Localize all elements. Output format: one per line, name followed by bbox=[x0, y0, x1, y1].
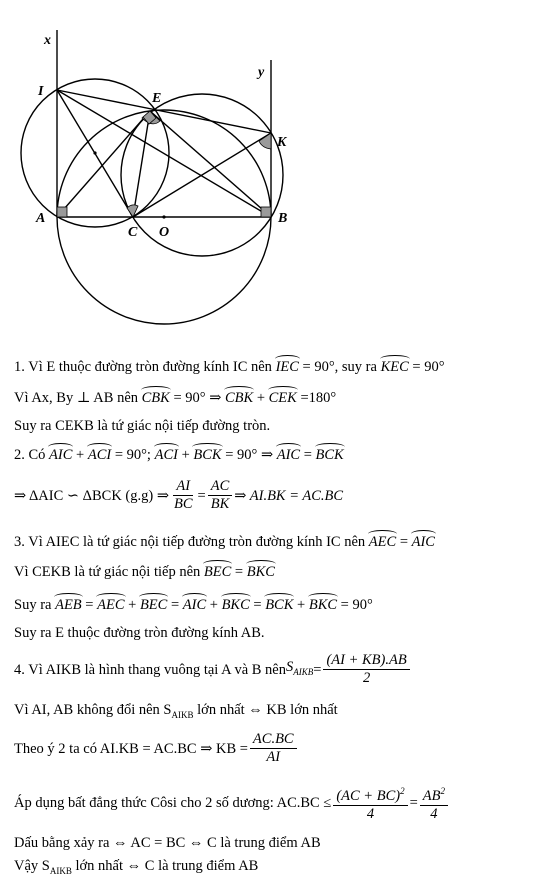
superscript: 2 bbox=[400, 786, 405, 796]
angle: BKC bbox=[221, 597, 250, 613]
text: Vì AI, AB không đổi nên S bbox=[14, 702, 172, 718]
text: = bbox=[231, 564, 247, 580]
numerator: AC.BC bbox=[250, 731, 297, 749]
text: 2. Có bbox=[14, 447, 50, 463]
fraction-area bbox=[323, 652, 409, 687]
right-angle-mark-b bbox=[261, 207, 271, 217]
label-b: B bbox=[278, 211, 288, 226]
s4-line5: Dấu bằng xảy ra ⇔ AC = BC ⇔ C là trung điểm AB bbox=[14, 835, 321, 851]
text: = 90°, suy ra bbox=[298, 359, 381, 375]
angle: BKC bbox=[246, 564, 275, 580]
numerator bbox=[420, 783, 448, 806]
angle-cek: CEK bbox=[268, 390, 297, 406]
angle: ACI bbox=[154, 447, 178, 463]
angle: BCK bbox=[193, 447, 222, 463]
numerator: (AI + KB).AB bbox=[323, 652, 409, 670]
angle: BEC bbox=[203, 564, 232, 580]
text: 3. Vì AIEC là tứ giác nội tiếp đường tròn đường kính IC nên bbox=[14, 534, 369, 550]
area-symbol bbox=[286, 657, 313, 682]
denominator: 4 bbox=[430, 805, 438, 822]
center-point-o bbox=[162, 215, 165, 218]
angle: AIC bbox=[276, 447, 301, 463]
label-o: O bbox=[159, 225, 170, 240]
text: 1. Vì E thuộc đường tròn đường kính IC nên bbox=[14, 359, 276, 375]
text: = bbox=[313, 661, 322, 678]
text: S bbox=[286, 659, 294, 676]
s2-line2 bbox=[14, 478, 343, 513]
geometry-figure bbox=[0, 0, 533, 340]
text: AB bbox=[422, 787, 441, 804]
text: + bbox=[72, 447, 88, 463]
s4-line4 bbox=[14, 783, 450, 823]
text: Suy ra bbox=[14, 597, 56, 613]
angle: BCK bbox=[315, 447, 344, 463]
text: = bbox=[300, 447, 316, 463]
s3-line1 bbox=[14, 532, 435, 552]
subscript: AIKB bbox=[293, 666, 314, 677]
text: ⇒ AI.BK = AC.BC bbox=[234, 487, 344, 504]
angle-iec: IEC bbox=[275, 359, 299, 375]
center-point-ic bbox=[93, 151, 96, 154]
text: + bbox=[293, 597, 309, 613]
label-e: E bbox=[152, 91, 162, 106]
text: Vì CEKB là tứ giác nội tiếp nên bbox=[14, 564, 204, 580]
label-k: K bbox=[277, 135, 287, 150]
angle: AIC bbox=[49, 447, 73, 463]
denominator: BK bbox=[210, 496, 230, 512]
text: = bbox=[167, 597, 183, 613]
subscript: AIKB bbox=[49, 865, 72, 876]
text: = bbox=[409, 794, 418, 811]
s1-line2 bbox=[14, 388, 336, 408]
numerator: AI bbox=[173, 478, 193, 496]
text: + bbox=[124, 597, 140, 613]
s3-line2 bbox=[14, 562, 275, 582]
s1-line3: Suy ra CEKB là tứ giác nội tiếp đường tròn. bbox=[14, 418, 271, 434]
text: + bbox=[253, 390, 269, 406]
angle-cbk: CBK bbox=[141, 390, 170, 406]
text: = bbox=[81, 597, 98, 613]
s3-line4: Suy ra E thuộc đường tròn đường kính AB. bbox=[14, 625, 265, 641]
text: ⇒ ΔAIC ∽ ΔBCK (g.g) ⇒ bbox=[14, 487, 169, 504]
text: lớn nhất ⇔ KB lớn nhất bbox=[193, 702, 338, 718]
angle-cbk-2: CBK bbox=[224, 390, 254, 406]
text: Vậy S bbox=[14, 858, 50, 874]
s1-line1 bbox=[14, 357, 445, 377]
s4-line2 bbox=[14, 700, 338, 725]
superscript: 2 bbox=[440, 786, 445, 796]
text: Vì Ax, By ⊥ AB nên bbox=[14, 390, 142, 406]
fraction-kb bbox=[250, 731, 297, 766]
label-y: y bbox=[258, 65, 265, 80]
text: = bbox=[249, 597, 266, 613]
denominator: 4 bbox=[366, 805, 375, 822]
s4-line6 bbox=[14, 856, 258, 881]
numerator bbox=[333, 783, 407, 806]
label-c: C bbox=[128, 225, 138, 240]
text: lớn nhất ⇔ C là trung điểm AB bbox=[71, 858, 259, 874]
angle: AIC bbox=[411, 534, 435, 550]
text: (AC + BC) bbox=[336, 787, 401, 804]
text: Theo ý 2 ta có AI.KB = AC.BC ⇒ KB = bbox=[14, 740, 248, 757]
text: = bbox=[197, 487, 206, 504]
angle-kec: KEC bbox=[380, 359, 409, 375]
s4-line3 bbox=[14, 731, 299, 766]
angle-mark-k bbox=[259, 133, 271, 149]
text: = 90° bbox=[408, 359, 445, 375]
fraction-ai-bc bbox=[171, 478, 196, 513]
text: = 90°; bbox=[111, 447, 155, 463]
angle: AEB bbox=[55, 597, 82, 613]
text: + bbox=[206, 597, 222, 613]
label-a: A bbox=[36, 211, 46, 226]
fraction-cosi bbox=[333, 783, 407, 823]
s3-line3 bbox=[14, 595, 373, 615]
fraction-ab2 bbox=[420, 783, 448, 823]
fraction-ac-bk bbox=[208, 478, 233, 513]
s4-line1 bbox=[14, 652, 412, 687]
angle: AIC bbox=[182, 597, 207, 613]
text: = 90° ⇒ bbox=[221, 447, 277, 463]
text: =180° bbox=[296, 390, 337, 406]
text: = bbox=[396, 534, 412, 550]
text: 4. Vì AIKB là hình thang vuông tại A và B nên bbox=[14, 661, 286, 678]
angle: ACI bbox=[87, 447, 112, 463]
angle: AEC bbox=[97, 597, 125, 613]
angle: BEC bbox=[139, 597, 168, 613]
subscript: AIKB bbox=[171, 709, 194, 720]
text: = 90° bbox=[337, 597, 373, 613]
angle: BCK bbox=[265, 597, 294, 613]
s2-line1 bbox=[14, 445, 344, 465]
text: + bbox=[177, 447, 194, 463]
denominator: BC bbox=[174, 496, 193, 512]
right-angle-mark-a bbox=[57, 207, 67, 217]
numerator: AC bbox=[208, 478, 233, 496]
angle: AEC bbox=[368, 534, 397, 550]
label-x: x bbox=[44, 33, 51, 48]
text: Áp dụng bất đẳng thức Côsi cho 2 số dương: AC.BC ≤ bbox=[14, 794, 332, 811]
angle: BKC bbox=[308, 597, 338, 613]
text: = 90° ⇒ bbox=[169, 390, 225, 406]
denominator: 2 bbox=[362, 670, 371, 686]
denominator: AI bbox=[266, 749, 281, 765]
label-i: I bbox=[38, 84, 44, 99]
